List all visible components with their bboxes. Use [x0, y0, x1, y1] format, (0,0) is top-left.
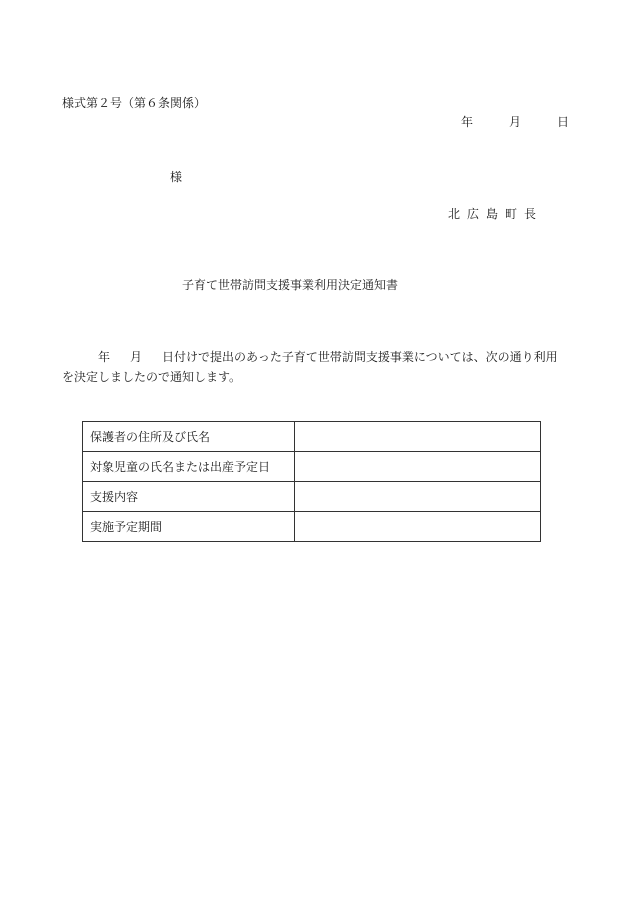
table-row [83, 482, 541, 512]
date-line [461, 115, 569, 129]
table-label: 対象児童の氏名または出産予定日 [83, 452, 295, 482]
table-row [83, 422, 541, 452]
info-table [82, 421, 541, 542]
body-year: 年 [98, 350, 111, 364]
table-row [83, 452, 541, 482]
date-year: 年 [461, 115, 474, 129]
issuer: 北広島町長 [448, 207, 544, 221]
table-label: 保護者の住所及び氏名 [83, 422, 295, 452]
date-day: 日 [557, 115, 570, 129]
table-row [83, 512, 541, 542]
body-line-1 [98, 350, 558, 364]
date-month: 月 [509, 115, 522, 129]
recipient-suffix: 様 [170, 170, 183, 184]
document-title: 子育て世帯訪問支援事業利用決定通知書 [182, 278, 399, 292]
table-value[interactable] [294, 452, 540, 482]
table-label: 支援内容 [83, 482, 295, 512]
table-label: 実施予定期間 [83, 512, 295, 542]
body-month: 月 [130, 350, 143, 364]
table-value[interactable] [294, 422, 540, 452]
form-number: 様式第２号（第６条関係） [62, 96, 207, 110]
body-line-1-text: 日付けで提出のあった子育て世帯訪問支援事業については、次の通り利用 [162, 350, 558, 364]
table-value[interactable] [294, 482, 540, 512]
table-value[interactable] [294, 512, 540, 542]
body-line-2: を決定しましたので通知します。 [62, 370, 242, 384]
